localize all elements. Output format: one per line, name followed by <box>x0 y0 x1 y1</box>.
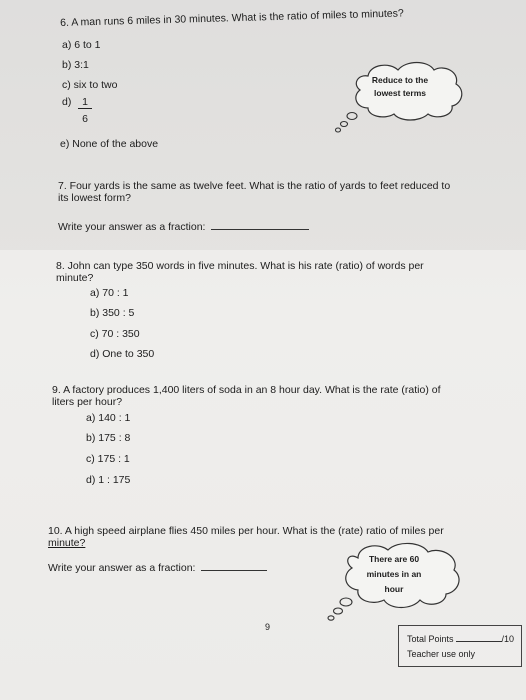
q10-answer-prompt <box>48 561 267 575</box>
q8-question-line-2: minute? <box>56 272 94 284</box>
page-number: 9 <box>265 622 271 632</box>
bubble-2-line-3: hour <box>384 584 404 594</box>
bubble-2-line-1: There are 60 <box>368 554 420 564</box>
q9-option-b: b) 175 : 8 <box>86 432 131 444</box>
teacher-use-label: Teacher use only <box>407 649 476 659</box>
q10-question-line-2: minute? <box>48 537 86 549</box>
q7-answer-blank[interactable] <box>211 220 309 230</box>
bubble-2-line-2: minutes in an <box>366 569 422 579</box>
q10-question-line-1: 10. A high speed airplane flies 450 miles per hour. What is the (rate) ratio of miles per <box>48 525 444 537</box>
total-points-row <box>407 632 514 646</box>
q7-answer-prompt-text: Write your answer as a fraction: <box>58 221 206 233</box>
q6-option-d-numerator: 1 <box>78 96 92 109</box>
q9-question-line-1: 9. A factory produces 1,400 liters of soda in an 8 hour day. What is the rate (ratio) of <box>52 384 441 396</box>
q6-option-d-label: d) <box>62 96 72 108</box>
q8-option-b: b) 350 : 5 <box>90 307 135 319</box>
q9-question-line-2: liters per hour? <box>52 396 123 408</box>
bubble-1-line-1: Reduce to the <box>371 75 429 85</box>
q9-option-c: c) 175 : 1 <box>86 453 130 465</box>
total-points-box <box>398 625 522 667</box>
q6-option-e: e) None of the above <box>60 138 159 150</box>
q10-answer-blank[interactable] <box>201 561 267 571</box>
q6-option-d-denominator: 6 <box>82 113 88 125</box>
total-points-blank[interactable] <box>456 632 502 642</box>
q6-option-d-fraction <box>78 96 92 125</box>
total-points-label: Total Points <box>407 634 454 644</box>
q7-question-line-1: 7. Four yards is the same as twelve feet. What is the ratio of yards to feet reduced to <box>58 180 451 192</box>
q8-question-line-1: 8. John can type 350 words in five minutes. What is his rate (ratio) of words per <box>56 260 424 272</box>
bubble-1-line-2: lowest terms <box>374 88 426 98</box>
q6-option-b: b) 3:1 <box>62 59 89 71</box>
q8-option-c: c) 70 : 350 <box>90 328 140 340</box>
q7-answer-prompt <box>58 220 309 234</box>
q6-option-a: a) 6 to 1 <box>62 39 101 51</box>
q6-question: 6. A man runs 6 miles in 30 minutes. What is the ratio of miles to minutes? <box>60 7 404 29</box>
q9-option-d: d) 1 : 175 <box>86 474 131 486</box>
q9-option-a: a) 140 : 1 <box>86 412 131 424</box>
q8-option-a: a) 70 : 1 <box>90 287 129 299</box>
q7-question-line-2: its lowest form? <box>58 192 131 204</box>
q6-option-c: c) six to two <box>62 79 118 91</box>
total-points-max: /10 <box>501 634 515 644</box>
q10-answer-prompt-text: Write your answer as a fraction: <box>48 562 196 574</box>
q8-option-d: d) One to 350 <box>90 348 155 360</box>
